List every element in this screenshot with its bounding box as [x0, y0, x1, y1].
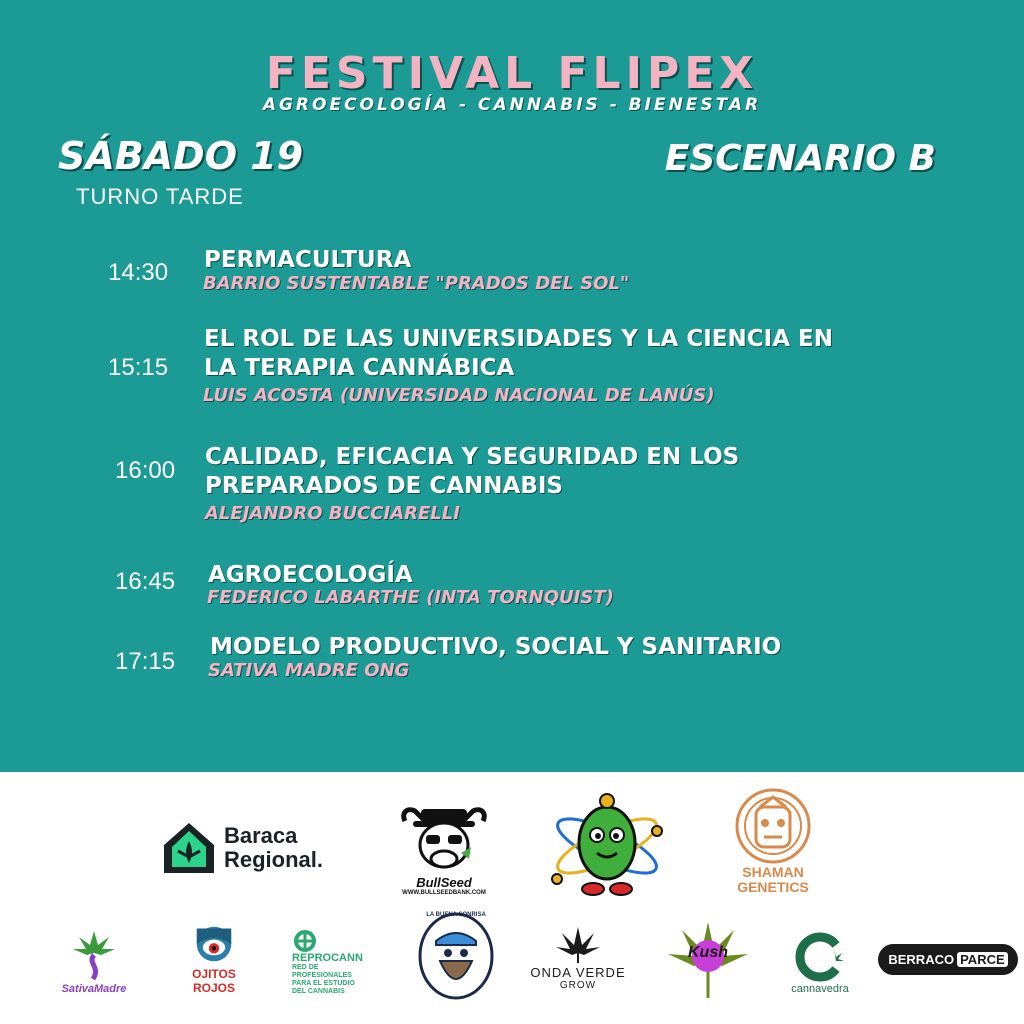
shaman-line2: GENETICS [737, 879, 809, 895]
schedule-time: 16:45 [115, 568, 176, 595]
talk-speaker: ALEJANDRO BUCCIARELLI [205, 503, 460, 524]
baraca-line2: Regional. [224, 847, 324, 872]
talk-title-line: MODELO PRODUCTIVO, SOCIAL Y SANITARIO [210, 634, 782, 660]
la-buena-sonrisa-logo [414, 908, 498, 1004]
bullseed-name: BullSeed [416, 874, 472, 890]
baraca-line1: Baraca [224, 823, 298, 848]
reprocann-mark-icon [292, 930, 318, 952]
cannabis-bud-mascot-logo [548, 790, 666, 902]
onda-verde-sub: GROW [559, 980, 597, 991]
talk-title-line: EL ROL DE LAS UNIVERSIDADES Y LA CIENCIA EN [204, 326, 833, 352]
schedule-time: 16:00 [115, 457, 176, 484]
reprocann-logo [292, 926, 374, 1000]
talk-title-line: PREPARADOS DE CANNABIS [205, 473, 563, 499]
schedule-time: 17:15 [115, 648, 176, 675]
talk-speaker: BARRIO SUSTENTABLE "PRADOS DEL SOL" [203, 273, 630, 294]
ojitos-rojos-logo [176, 925, 252, 995]
sativa-madre-logo [56, 915, 132, 1007]
talk-title [204, 246, 411, 275]
bull-icon [399, 803, 489, 875]
reprocann-description: RED DE PROFESIONALES PARA EL ESTUDIO DEL CANNABIS [292, 964, 355, 995]
bearded-man-icon [416, 911, 496, 1001]
festival-subtitle: AGROECOLOGÍA - CANNABIS - BIENESTAR [262, 95, 762, 115]
cannavedra-name: cannavedra [791, 983, 849, 995]
buena-sonrisa-name: LA BUENA SONRISA [426, 912, 486, 918]
ojitos-rojos-name: OJITOS ROJOS [192, 967, 236, 995]
cannabis-leaf-icon [554, 925, 602, 965]
day-label: SÁBADO 19 [58, 134, 304, 178]
talk-title [205, 443, 739, 501]
bullseed-logo [394, 795, 494, 903]
kush-name: Kush [688, 944, 728, 961]
talk-title-line: PERMACULTURA [204, 247, 412, 273]
onda-verde-name: ONDA VERDE [530, 965, 626, 980]
talk-speaker: SATIVA MADRE ONG [208, 660, 410, 681]
bullseed-url: WWW.BULLSEEDBANK.COM [402, 889, 486, 896]
talk-title-line: AGROECOLOGÍA [208, 562, 413, 588]
house-leaf-icon [160, 819, 218, 877]
talk-title-line: LA TERAPIA CANNÁBICA [204, 355, 515, 381]
talk-title [210, 633, 781, 662]
shaman-line1: SHAMAN [742, 864, 804, 880]
shift-label: TURNO TARDE [76, 184, 244, 209]
talk-title [208, 561, 413, 590]
berraco-text: BERRACO [888, 951, 955, 967]
shaman-genetics-logo [728, 782, 818, 900]
bud-mascot-icon [549, 791, 665, 901]
onda-verde-logo [522, 918, 634, 998]
sativa-madre-name: SativaMadre [61, 983, 127, 995]
kush-logo [664, 918, 752, 1004]
talk-speaker: FEDERICO LABARTHE (INTA TORNQUIST) [207, 587, 614, 608]
shaman-mask-icon [734, 787, 812, 865]
cannabis-leaf-woman-icon [69, 927, 119, 983]
schedule-time: 14:30 [108, 259, 169, 286]
talk-speaker: LUIS ACOSTA (UNIVERSIDAD NACIONAL DE LANÚS) [203, 385, 715, 406]
talk-title [204, 325, 833, 383]
cannavedra-logo [772, 924, 868, 1002]
baraca-regional-logo [160, 818, 360, 878]
schedule-time: 15:15 [108, 354, 169, 381]
festival-title: FESTIVAL FLIPEX [265, 48, 759, 99]
stage-label: ESCENARIO B [664, 138, 936, 179]
berraco-parce-logo [890, 934, 1006, 984]
parce-text: PARCE [957, 952, 1008, 967]
red-eye-icon [189, 925, 239, 963]
cannavedra-c-icon [794, 931, 846, 983]
reprocann-name: REPROCANN [292, 952, 363, 964]
talk-title-line: CALIDAD, EFICACIA Y SEGURIDAD EN LOS [205, 444, 740, 470]
